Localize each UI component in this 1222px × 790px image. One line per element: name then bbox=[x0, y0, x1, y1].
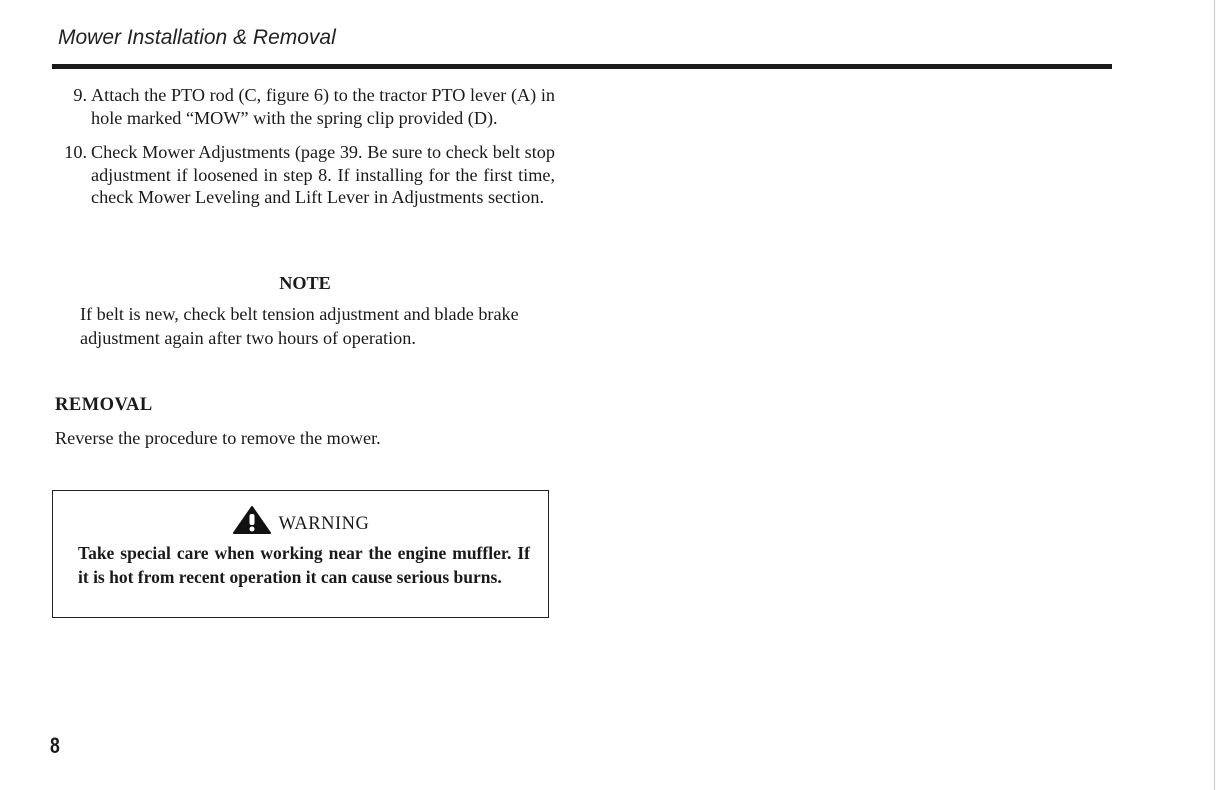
note-block bbox=[80, 271, 530, 350]
instruction-steps bbox=[55, 84, 555, 221]
header-rule bbox=[52, 64, 1112, 69]
step-text: Attach the PTO rod (C, figure 6) to the tractor PTO lever (A) in hole marked “MOW” with the spring clip provided (D). bbox=[91, 85, 555, 128]
warning-title-row bbox=[53, 505, 548, 535]
removal-text: Reverse the procedure to remove the mower. bbox=[55, 428, 381, 448]
warning-title: WARNING bbox=[278, 514, 370, 534]
page-number: 8 bbox=[50, 733, 60, 758]
step-text: Check Mower Adjustments (page 39. Be sure to check belt stop adjustment if loosened in step 8. If installing for the first time, check Mower Leveling and Lift Lever in Adjustments section. bbox=[91, 142, 555, 207]
step-item bbox=[55, 141, 555, 209]
step-item bbox=[55, 84, 555, 129]
warning-box bbox=[52, 490, 549, 618]
step-number: 10. bbox=[64, 142, 87, 162]
step-number: 9. bbox=[73, 85, 87, 105]
warning-text: Take special care when working near the engine muffler. If it is hot from recent operation it can cause serious burns. bbox=[78, 543, 530, 587]
removal-heading: REMOVAL bbox=[55, 395, 153, 415]
note-title: NOTE bbox=[279, 273, 331, 293]
warning-triangle-icon bbox=[232, 505, 272, 535]
note-text: If belt is new, check belt tension adjustment and blade brake adjustment again after two hours of operation. bbox=[80, 304, 519, 348]
page-header-title: Mower Installation & Removal bbox=[58, 26, 336, 49]
page-edge-line bbox=[1214, 0, 1215, 790]
